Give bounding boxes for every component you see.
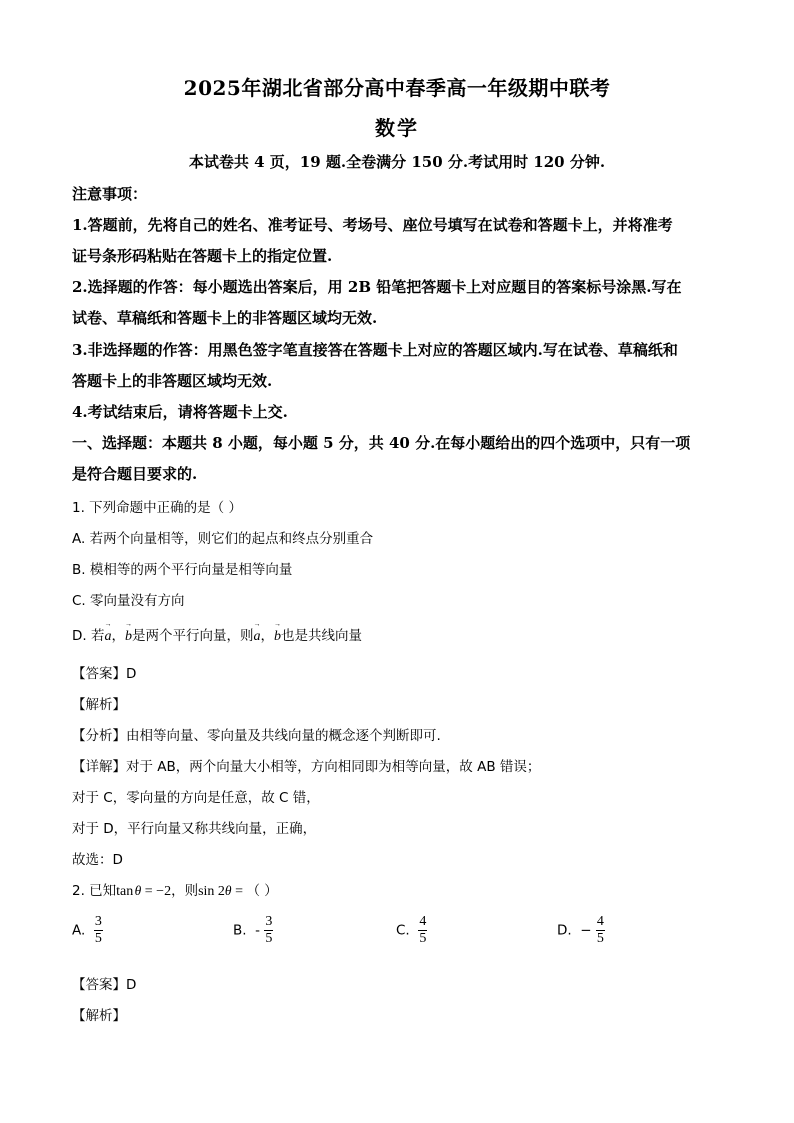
numerator: 4 <box>419 914 427 929</box>
xiangjie-tag: 【详解】 <box>72 759 126 775</box>
sign: − <box>580 922 592 939</box>
note-1-line-1: 1.答题前，先将自己的姓名、准考证号、考场号、座位号填写在试卷和答题卡上，并将准考 <box>72 216 673 234</box>
vector-a: → a <box>104 629 111 645</box>
q1-stem: 1. 下列命题中正确的是（ ） <box>72 500 242 516</box>
option-label: C. <box>396 922 410 939</box>
vector-b: → b <box>125 629 132 645</box>
notes-heading: 注意事项： <box>72 185 148 203</box>
note-1-line-2: 证号条形码粘贴在答题卡上的指定位置. <box>72 247 333 265</box>
q1-option-a: A. 若两个向量相等，则它们的起点和终点分别重合 <box>72 531 374 547</box>
q1-option-d <box>72 624 362 645</box>
numerator: 3 <box>265 914 273 929</box>
q2-option-b <box>233 914 273 947</box>
fraction <box>94 914 103 947</box>
subject-heading: 数学 <box>375 116 419 140</box>
fraction <box>596 914 605 947</box>
q1-option-d-prefix: D. 若 <box>72 628 105 644</box>
vector-a: → a <box>253 629 260 645</box>
q1-option-c: C. 零向量没有方向 <box>72 593 185 609</box>
denominator: 5 <box>265 931 273 946</box>
q2-stem-prefix: 2. 已知 <box>72 883 117 899</box>
equals-value: = −2 <box>141 884 172 899</box>
numerator: 3 <box>94 914 102 929</box>
q1-option-d-mid: 是两个平行向量，则 <box>131 628 254 644</box>
q1-line-c: 对于 C，零向量的方向是任意，故 C 错， <box>72 790 320 806</box>
tan-func: tan <box>116 884 134 899</box>
vector-b: → b <box>274 629 281 645</box>
answer-value: D <box>126 977 137 993</box>
q1-analysis-tag: 【解析】 <box>72 697 126 713</box>
fenxi-text: 由相等向量、零向量及共线向量的概念逐个判断即可. <box>126 728 441 744</box>
q2-option-a <box>72 914 103 947</box>
q2-stem-mid: ，则 <box>171 883 199 899</box>
q2-option-c <box>396 914 427 947</box>
note-3-line-2: 答题卡上的非答题区域均无效. <box>72 372 273 390</box>
fraction <box>264 914 273 947</box>
q1-answer <box>72 662 136 682</box>
q1-xiangjie <box>72 755 540 775</box>
denominator: 5 <box>94 931 102 946</box>
equals: = <box>231 884 247 899</box>
numerator: 4 <box>596 914 604 929</box>
q2-option-d <box>557 914 605 947</box>
q1-option-b: B. 模相等的两个平行向量是相等向量 <box>72 562 293 578</box>
q2-answer <box>72 973 136 993</box>
exam-info: 本试卷共 4 页，19 题.全卷满分 150 分.考试用时 120 分钟. <box>188 153 606 171</box>
q1-fenxi <box>72 724 441 744</box>
q2-stem-suffix: （ ） <box>246 883 278 899</box>
option-label: A. <box>72 922 86 939</box>
note-4: 4.考试结束后，请将答题卡上交. <box>72 403 288 421</box>
denominator: 5 <box>419 931 427 946</box>
separator: ， <box>111 628 125 644</box>
q1-choice: 故选：D <box>72 852 123 868</box>
denominator: 5 <box>596 931 604 946</box>
q2-analysis-tag: 【解析】 <box>72 1008 126 1024</box>
separator: ， <box>260 628 274 644</box>
answer-value: D <box>126 666 137 682</box>
theta: θ <box>134 883 142 898</box>
theta: θ <box>224 883 232 898</box>
fenxi-tag: 【分析】 <box>72 728 126 744</box>
option-label: D. <box>557 922 572 939</box>
option-label: B. <box>233 922 247 939</box>
xiangjie-text: 对于 AB，两个向量大小相等，方向相同即为相等向量，故 AB 错误； <box>126 759 541 775</box>
fraction <box>418 914 427 947</box>
page-title: 2025年湖北省部分高中春季高一年级期中联考 <box>183 76 611 100</box>
section-1-line-1: 一、选择题：本题共 8 小题，每小题 5 分，共 40 分.在每小题给出的四个选项中，只有一项 <box>72 434 691 452</box>
q1-line-d: 对于 D，平行向量又称共线向量，正确， <box>72 821 317 837</box>
sin-func: sin 2 <box>198 884 225 899</box>
q2-stem <box>72 879 278 900</box>
note-2-line-2: 试卷、草稿纸和答题卡上的非答题区域均无效. <box>72 309 378 327</box>
note-3-line-1: 3.非选择题的作答：用黑色签字笔直接答在答题卡上对应的答题区域内.写在试卷、草稿纸和 <box>72 341 678 359</box>
answer-tag: 【答案】 <box>72 666 126 682</box>
note-2-line-1: 2.选择题的作答：每小题选出答案后，用 2B 铅笔把答题卡上对应题目的答案标号涂黑.写在 <box>72 278 682 296</box>
q1-option-d-suffix: 也是共线向量 <box>280 628 362 644</box>
answer-tag: 【答案】 <box>72 977 126 993</box>
section-1-line-2: 是符合题目要求的. <box>72 465 198 483</box>
sign: - <box>255 922 261 939</box>
